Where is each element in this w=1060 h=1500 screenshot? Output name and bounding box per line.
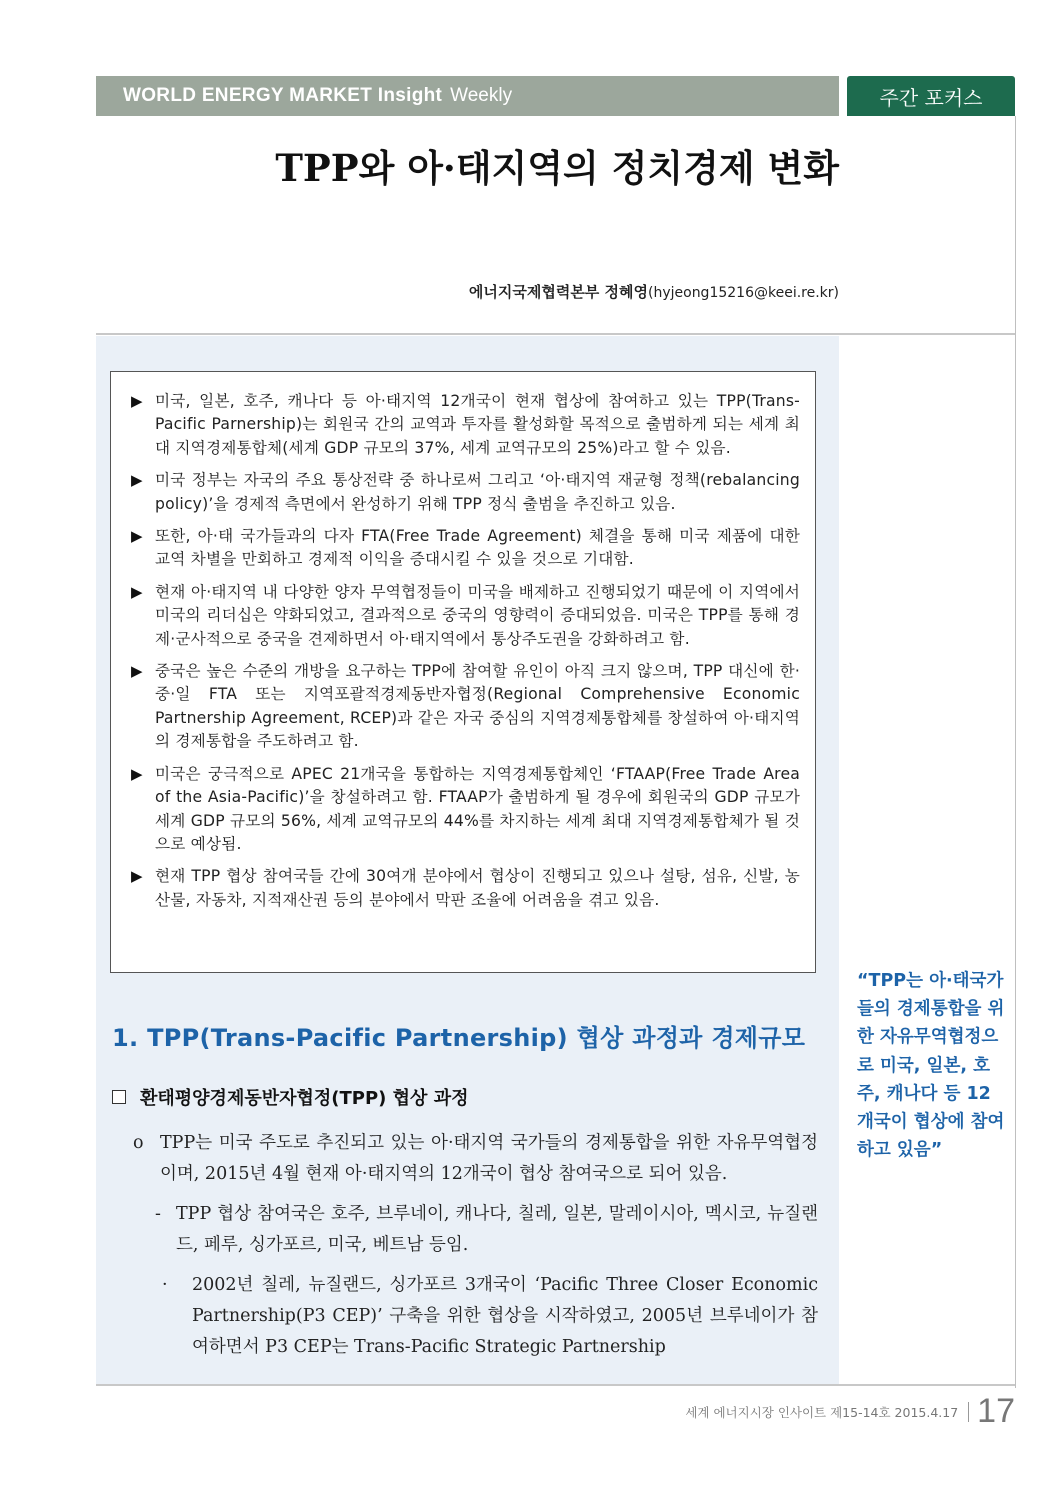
summary-box [110,371,816,973]
publication-title: WORLD ENERGY MARKET Insight [123,85,443,106]
summary-bullet: ▶ 미국, 일본, 호주, 캐나다 등 아·태지역 12개국이 현재 협상에 참여하고 있는 TPP(Trans-Pacific Parnership)는 회원국 간의 교역과 투자를 활성화할 목적으로 출범하게 되는 세계 최대 지역경제통합체(세계 GDP 규모의 37%, 세계 교역규모의 25%)라고 할 수 있음. [131,390,800,460]
bullet-arrow-icon: ▶ [131,392,143,410]
summary-bullet: ▶ 중국은 높은 수준의 개방을 요구하는 TPP에 참여할 유인이 아직 크지 않으며, TPP 대신에 한·중·일 FTA 또는 지역포괄적경제동반자협정(Regional Comprehensive Economic Partnership Agreement, RCEP)과 같은 자국 중심의 지역경제통합체를 창설하여 아·태지역의 경제통합을 주도하려고 함. [131,660,800,754]
summary-bullet: ▶ 현재 TPP 협상 참여국들 간에 30여개 분야에서 협상이 진행되고 있으나 설탕, 섬유, 신발, 농산물, 자동차, 지적재산권 등의 분야에서 막판 조율에 어려움을 겪고 있음. [131,865,800,912]
circle-bullet-icon: o [133,1133,144,1153]
bullet-arrow-icon: ▶ [131,867,143,886]
paragraph-3-text: 2002년 칠레, 뉴질랜드, 싱가포르 3개국이 ‘Pacific Three Closer Economic Partnership(P3 CEP)’ 구축을 위한 협상을 시작하였고, 2005년 브루네이가 참여하면서 P3 CEP는 Trans-Pacific Strategic Partnership [192,1275,818,1357]
checkbox-square-icon [112,1090,126,1104]
summary-bullet: ▶ 미국은 궁극적으로 APEC 21개국을 통합하는 지역경제통합체인 ‘FTAAP(Free Trade Area of the Asia-Pacific)’을 창설하려고 함. FTAAP가 출범하게 될 경우에 회원국의 GDP 규모가 세계 GDP 규모의 56%, 세계 교역규모의 44%를 차지하는 세계 최대 지역경제통합체가 될 것으로 예상됨. [131,763,800,857]
footer-separator [968,1402,969,1422]
paragraph-2-text: TPP 협상 참여국은 호주, 브루네이, 캐나다, 칠레, 일본, 말레이시아, 멕시코, 뉴질랜드, 페루, 싱가포르, 미국, 베트남 등임. [176,1204,818,1255]
page-number: 17 [977,1392,1015,1430]
right-divider [1015,116,1016,1388]
section-tab: 주간 포커스 [847,76,1015,116]
dot-bullet-icon: · [162,1275,168,1295]
top-rule [96,333,1015,335]
footer-publication: 세계 에너지시장 인사이트 제15-14호 2015.4.17 [685,1404,959,1420]
dash-bullet-icon: - [155,1204,161,1224]
summary-bullet: ▶ 현재 아·태지역 내 다양한 양자 무역협정들이 미국을 배제하고 진행되었기 때문에 이 지역에서 미국의 리더십은 약화되었고, 결과적으로 중국의 영향력이 증대되었음. 미국은 TPP를 통해 경제·군사적으로 중국을 견제하면서 아·태지역에서 통상주도권을 강화하려고 함. [131,581,800,651]
bullet-arrow-icon: ▶ [131,471,143,490]
paragraph-3 [162,1270,818,1363]
article-title: TPP와 아·태지역의 정치경제 변화 [275,146,839,190]
author-name: 에너지국제협력본부 정혜영 [468,283,648,301]
section-heading: 1. TPP(Trans-Pacific Partnership) 협상 과정과 경제규모 [112,1024,806,1052]
bullet-arrow-icon: ▶ [131,582,143,601]
bullet-arrow-icon: ▶ [131,527,143,546]
subsection-heading [112,1084,832,1110]
page-footer [560,1392,1015,1431]
paragraph-1 [133,1128,818,1190]
author-line [96,281,839,302]
header-bar [96,76,839,116]
summary-bullet: ▶ 미국 정부는 자국의 주요 통상전략 중 하나로써 그리고 ‘아·태지역 재균형 정책(rebalancing policy)’을 경제적 측면에서 완성하기 위해 TPP 정식 출범을 추진하고 있음. [131,469,800,516]
publication-subtitle: Weekly [450,85,513,106]
summary-bullet: ▶ 또한, 아·태 국가들과의 다자 FTA(Free Trade Agreement) 체결을 통해 미국 제품에 대한 교역 차별을 만회하고 경제적 이익을 증대시킬 수 있을 것으로 기대함. [131,525,800,572]
paragraph-1-text: TPP는 미국 주도로 추진되고 있는 아·태지역 국가들의 경제통합을 위한 자유무역협정이며, 2015년 4월 현재 아·태지역의 12개국이 협상 참여국으로 되어 있음. [160,1133,818,1184]
bullet-arrow-icon: ▶ [131,662,143,681]
paragraph-2 [155,1199,818,1261]
subsection-heading-text: 환태평양경제동반자협정(TPP) 협상 과정 [140,1088,469,1109]
pull-quote: “TPP는 아·태국가들의 경제통합을 위한 자유무역협정으로 미국, 일본, 호주, 캐나다 등 12개국이 협상에 참여하고 있음” [857,971,1005,1161]
bottom-rule [96,1384,1015,1386]
bullet-arrow-icon: ▶ [131,764,143,783]
author-email: (hyjeong15216@keei.re.kr) [648,285,839,301]
